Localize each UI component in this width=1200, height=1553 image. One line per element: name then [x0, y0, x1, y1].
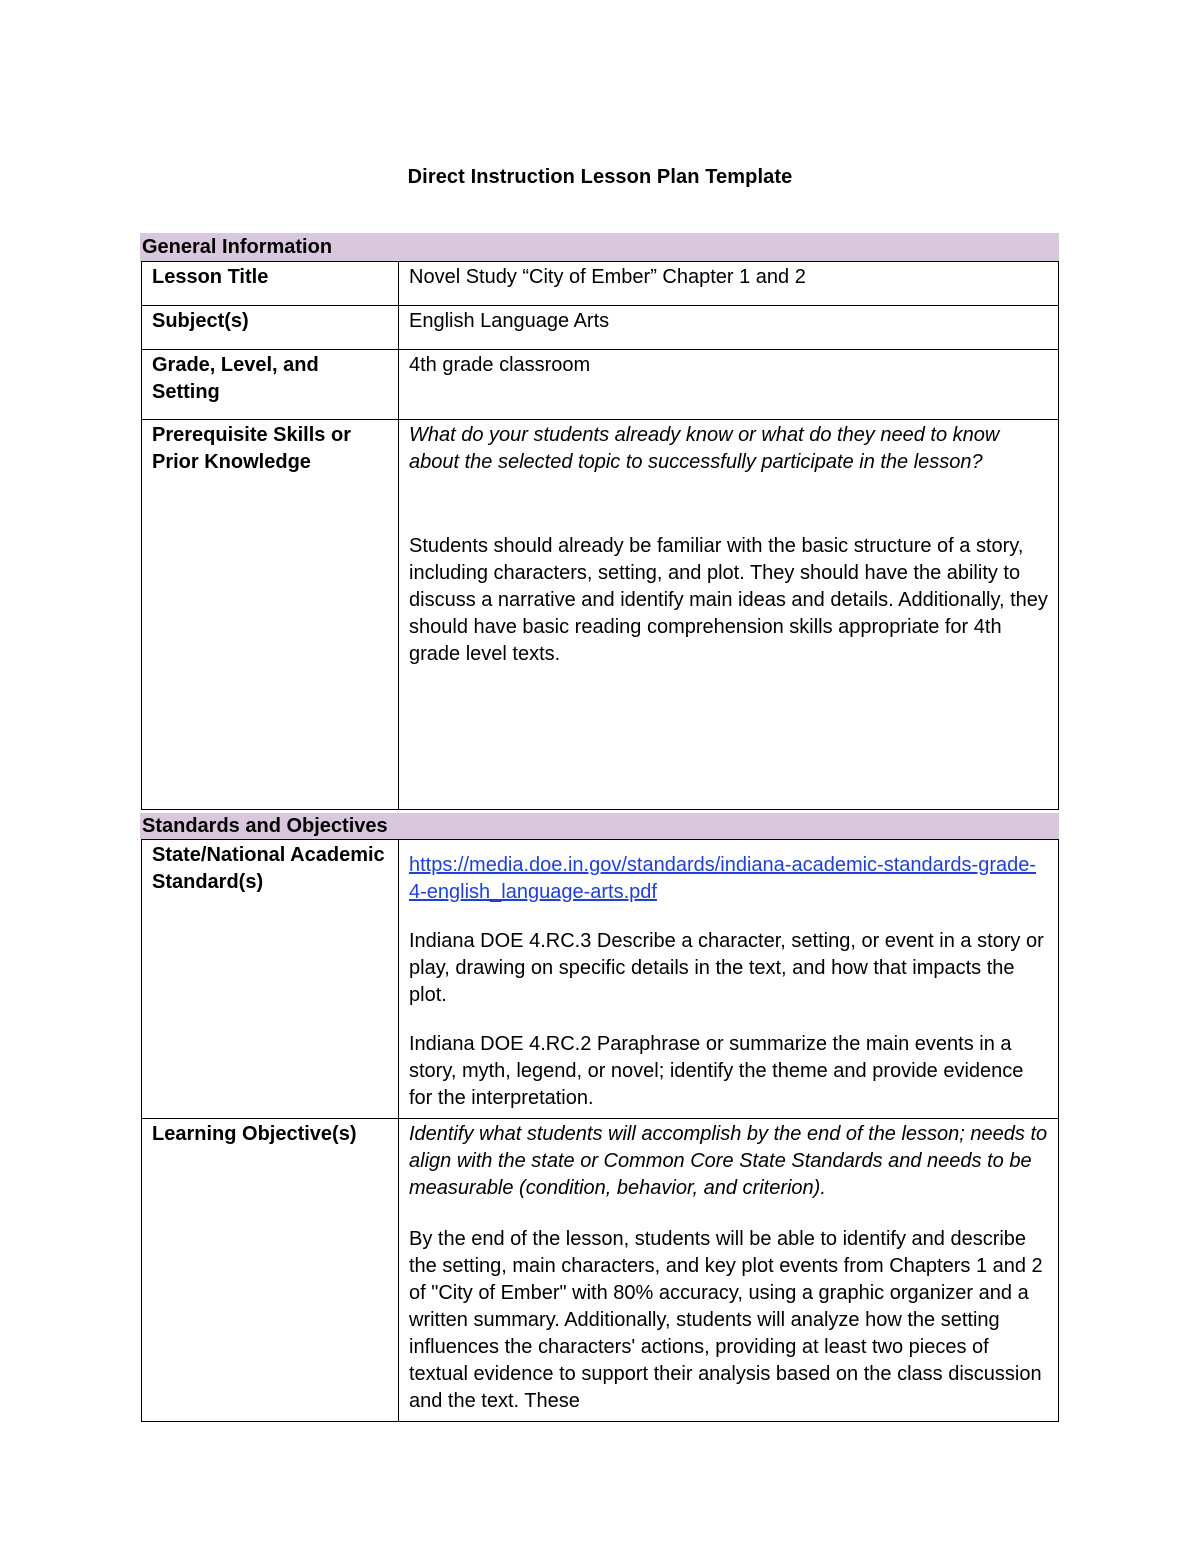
grade-value: 4th grade classroom	[399, 350, 1059, 420]
row-lesson-title	[142, 262, 1059, 306]
standards-cell	[399, 840, 1059, 1119]
lesson-title-label: Lesson Title	[142, 262, 399, 306]
prerequisite-label: Prerequisite Skills or Prior Knowledge	[142, 420, 399, 810]
subjects-label: Subject(s)	[142, 306, 399, 350]
standards-label: State/National Academic Standard(s)	[142, 840, 399, 1119]
row-objectives	[142, 1119, 1059, 1422]
prerequisite-cell	[399, 420, 1059, 810]
section-header-standards-and-objectives: Standards and Objectives	[140, 813, 1059, 839]
row-prerequisite	[142, 420, 1059, 810]
grade-label: Grade, Level, and Setting	[142, 350, 399, 420]
objectives-answer: By the end of the lesson, students will be able to identify and describe the setting, main characters, and key plot events from Chapters 1 and 2 of "City of Ember" with 80% accuracy, using a graphic organizer and a written summary. Additionally, students will analyze how the setting influences the characters' actions, providing at least two pieces of textual evidence to support their analysis based on the class discussion and the text. These	[409, 1228, 1043, 1412]
standards-table	[141, 839, 1059, 1422]
standards-link[interactable]: https://media.doe.in.gov/standards/indiana-academic-standards-grade-4-english_language-arts.pdf	[409, 854, 1037, 903]
general-information-table	[141, 261, 1059, 810]
row-standards	[142, 840, 1059, 1119]
subjects-value: English Language Arts	[399, 306, 1059, 350]
row-subjects	[142, 306, 1059, 350]
objectives-label: Learning Objective(s)	[142, 1119, 399, 1422]
prerequisite-answer: Students should already be familiar with the basic structure of a story, including characters, setting, and plot. They should have the ability to discuss a narrative and identify main ideas and details. Additionally, they should have basic reading comprehension skills appropriate for 4th grade level texts.	[409, 535, 1048, 665]
lesson-title-value: Novel Study “City of Ember” Chapter 1 and 2	[399, 262, 1059, 306]
objectives-cell	[399, 1119, 1059, 1422]
standard-4rc2: Indiana DOE 4.RC.2 Paraphrase or summarize the main events in a story, myth, legend, or novel; identify the theme and provide evidence for the interpretation.	[409, 1033, 1024, 1109]
section-header-general-information: General Information	[140, 233, 1059, 261]
objectives-prompt: Identify what students will accomplish by the end of the lesson; needs to align with the state or Common Core State Standards and needs to be measurable (condition, behavior, and criterion).	[409, 1123, 1048, 1199]
prerequisite-prompt: What do your students already know or what do they need to know about the selected topic to successfully participate in the lesson?	[409, 424, 1000, 473]
row-grade	[142, 350, 1059, 420]
standard-4rc3: Indiana DOE 4.RC.3 Describe a character, setting, or event in a story or play, drawing on specific details in the text, and how that impacts the plot.	[409, 930, 1044, 1006]
document-title: Direct Instruction Lesson Plan Template	[407, 166, 793, 188]
